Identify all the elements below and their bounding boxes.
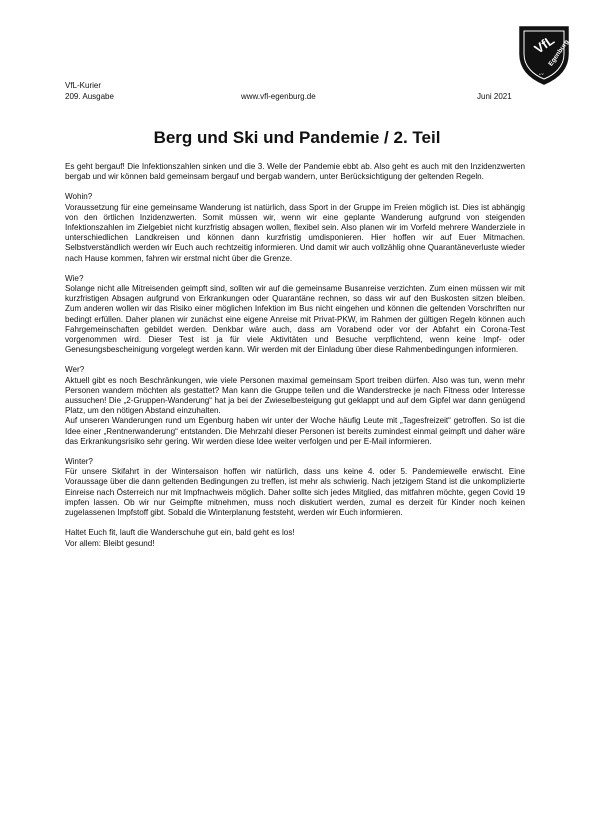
issue-date: Juni 2021: [477, 92, 512, 101]
intro-paragraph: Es geht bergauf! Die Infektionszahlen sinken und die 3. Welle der Pandemie ebbt ab. Also geht es auch mit den Inzidenzwerten bergab und wir können bald gemeinsam bergauf und bergab wandern, unter Berücksichtigung der geltenden Regeln.: [65, 162, 525, 182]
section-paragraph: Auf unseren Wanderungen rund um Egenburg haben wir unter der Woche häufig Leute mit „Tagesfreizeit“ getroffen. So ist die Idee einer „Rentnerwanderung“ entstanden. Die Mehrzahl dieser Personen ist bereits zumindest einmal geimpft und daher wäre das Erkrankungsrisiko sehr gering. Wir werden diese Idee weiter verfolgen und per E-Mail informieren.: [65, 416, 525, 446]
section-winter: [65, 457, 525, 518]
section-paragraph: Für unsere Skifahrt in der Wintersaison hoffen wir natürlich, dass uns keine 4. oder 5. Pandemiewelle erwischt. Eine Voraussage über die dann geltenden Bedingungen zu treffen, ist mehr als schwierig. Nach jetzigem Stand ist die unkomplizierte Einreise nach Österreich nur mit Impfnachweis möglich. Daher sollte sich jedes Mitglied, das mitfahren möchte, gegen Covid 19 impfen lassen. Ob wir nur Geimpfte mitnehmen, muss noch diskutiert werden, zumal es derzeit für Kinder noch keinen zugelassenen Impfstoff gibt. Sobald die Winterplanung feststeht, werden wir Euch informieren.: [65, 467, 525, 518]
publication-name: VfL-Kurier: [65, 81, 102, 90]
club-logo: [516, 24, 572, 86]
section-paragraph: Aktuell gibt es noch Beschränkungen, wie viele Personen maximal gemeinsam Sport treiben dürfen. Also was tun, wenn mehr Personen wandern möchten als gestattet? Man kann die Gruppe teilen und die Wanderstrecke je nach Fitness oder Interesse aussuchen! Die „2-Gruppen-Wanderung“ hat ja bei der Zwieselbesteigung gut geklappt und auf dem Gipfel war dann genügend Platz, um den nötigen Abstand einzuhalten.: [65, 375, 525, 416]
article-body: [65, 162, 525, 549]
section-wer: [65, 365, 525, 416]
page-title: Berg und Ski und Pandemie / 2. Teil: [153, 128, 441, 147]
website-link[interactable]: www.vfl-egenburg.de: [241, 92, 316, 101]
closing-line: Vor allem: Bleibt gesund!: [65, 538, 155, 548]
svg-text:Egenburg: Egenburg: [547, 38, 571, 68]
issue-number: 209. Ausgabe: [65, 92, 114, 101]
closing: [65, 528, 525, 548]
svg-text:VfL: VfL: [531, 32, 558, 57]
section-wie: [65, 274, 525, 356]
svg-text:e.V.: e.V.: [539, 72, 545, 76]
section-heading: Wohin?: [65, 192, 93, 202]
section-heading: Winter?: [65, 457, 93, 467]
section-paragraph: Solange nicht alle Mitreisenden geimpft sind, sollten wir auf die gemeinsame Busanreise verzichten. Zum einen müssen wir mit kurzfristigen Absagen aufgrund von Erkrankungen oder Quarantäne rechnen, so dass wir auf den Buskosten sitzen bleiben. Zum anderen wollen wir das Risiko einer möglichen Infektion im Bus nicht eingehen und können die geltenden Vorschriften nur bedingt erfüllen. Daher planen wir zunächst eine eigene Anreise mit Privat-PKW, im Rahmen der gültigen Regeln können auch Fahrgemeinschaften gebildet werden. Denkbar wäre auch, dass am Vorabend oder vor der Abfahrt ein Corona-Test vorgenommen wird. Dieser Test ist ja für viele Aktivitäten und Besuche verpflichtend, wenn keine Impf- oder Genesungsbescheinigung vorgelegt werden kann. Wir werden mit der Einladung über diese Rahmenbedingungen informieren.: [65, 284, 525, 355]
section-heading: Wie?: [65, 273, 84, 283]
section-heading: Wer?: [65, 365, 85, 375]
section-paragraph: Voraussetzung für eine gemeinsame Wanderung ist natürlich, dass Sport in der Gruppe im Freien möglich ist. Dies ist abhängig von den örtlichen Inzidenzwerten. Somit müssen wir, wenn wir eine geplante Wanderung aufgrund von steigenden Infektionszahlen im Zielgebiet nicht kurzfristig absagen wollen, flexibel sein. Also planen wir im Vorfeld mehrere Wanderziele in unterschiedlichen Landkreisen und können dann kurzfristig umdisponieren. Hier hoffen wir auf Euer Mitmachen. Selbstverständlich werden wir Euch auch rechtzeitig informieren. Und damit wir auch vollzählig ohne Quarantäneverluste wieder nach Hause kommen, fahren wir erstmal nicht über die Grenze.: [65, 202, 525, 263]
closing-line: Haltet Euch fit, lauft die Wanderschuhe gut ein, bald geht es los!: [65, 528, 295, 538]
section-wohin: [65, 192, 525, 263]
